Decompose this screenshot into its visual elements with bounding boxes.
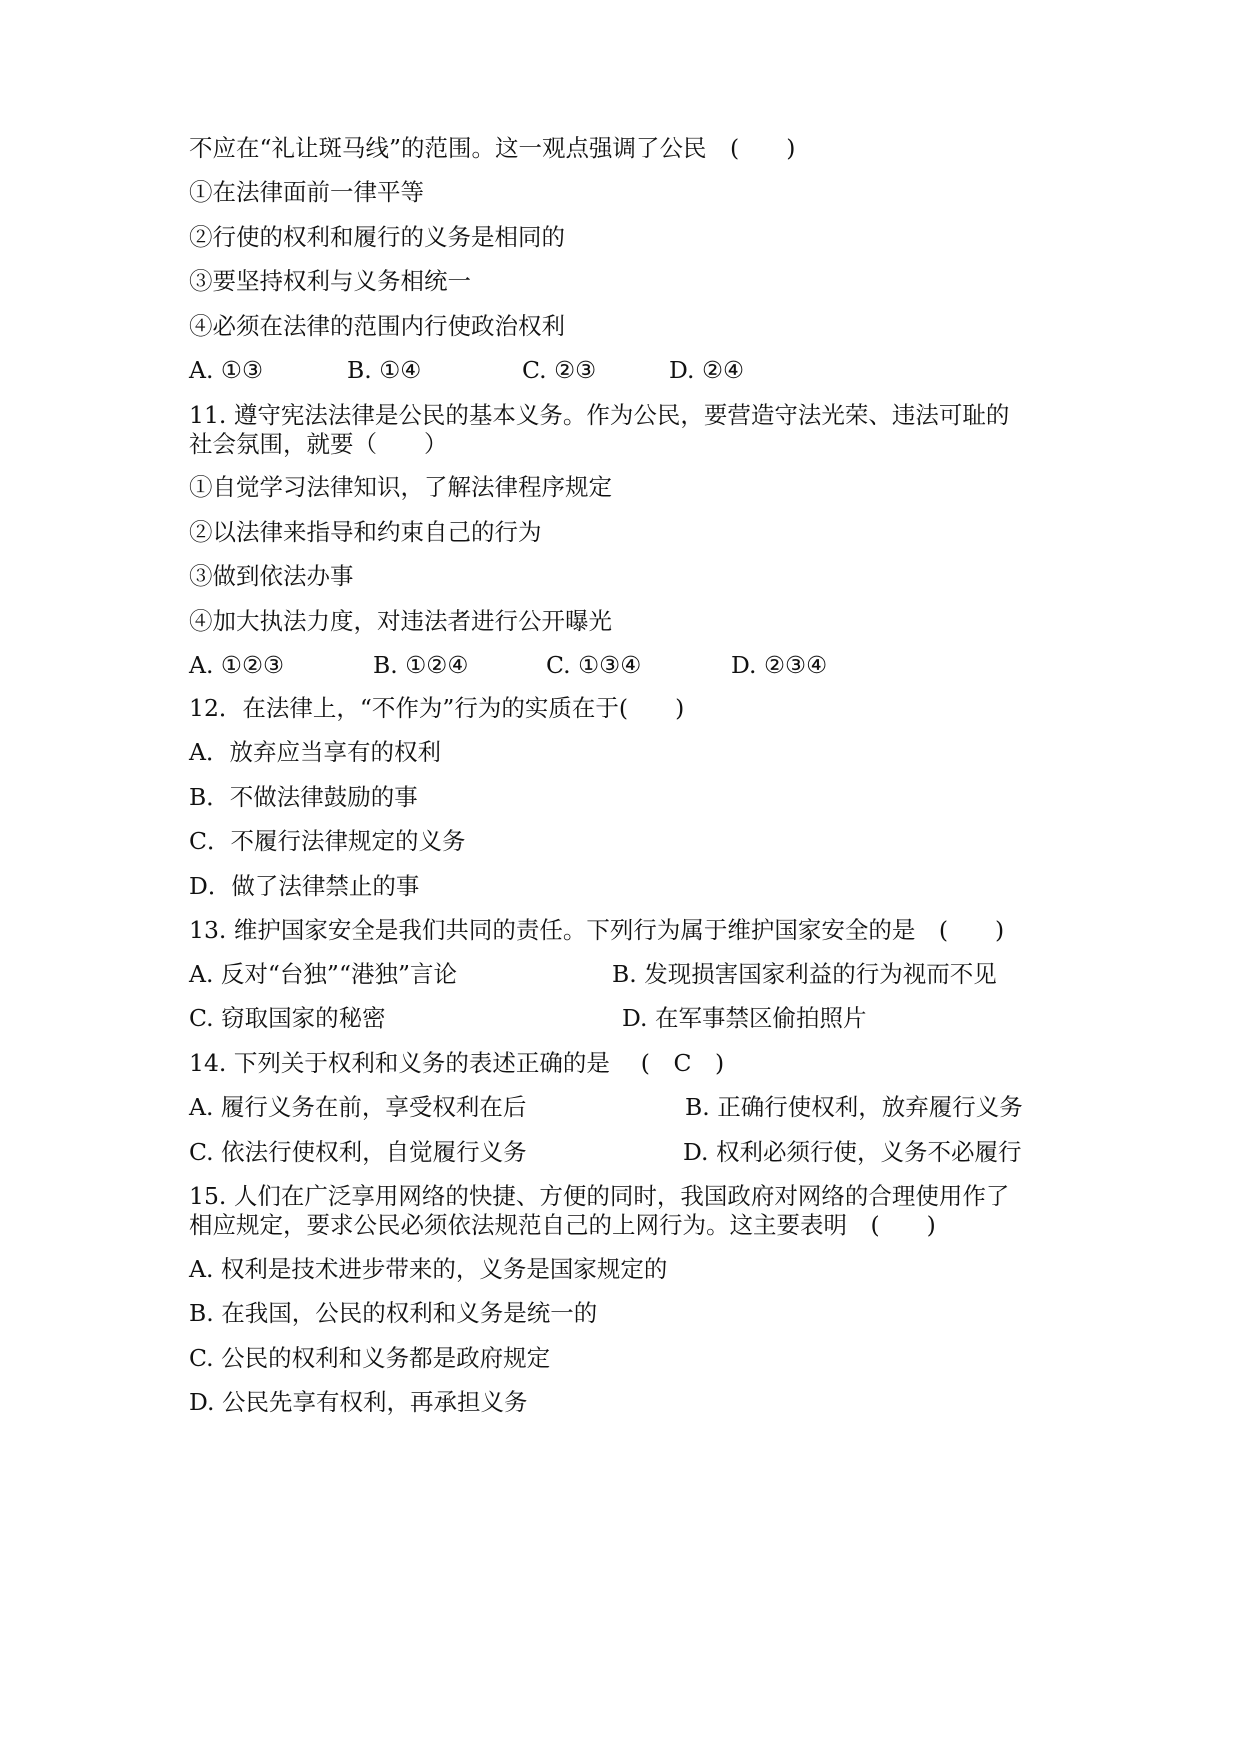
q11-statement-3: ③做到依法办事 xyxy=(189,562,354,590)
q14-option-a: A. 履行义务在前，享受权利在后 xyxy=(189,1093,527,1121)
q12-option-c: C．不履行法律规定的义务 xyxy=(189,827,466,855)
q11-option-c: C. ①③④ xyxy=(546,651,642,679)
q10-statement-4: ④必须在法律的范围内行使政治权利 xyxy=(189,312,565,340)
q11-stem-line2: 社会氛围，就要（ ） xyxy=(189,430,448,458)
q15-option-b: B. 在我国，公民的权利和义务是统一的 xyxy=(189,1299,598,1327)
q10-stem: 不应在“礼让斑马线”的范围。这一观点强调了公民 ( ) xyxy=(189,134,796,162)
q13-option-a: A. 反对“台独”“港独”言论 xyxy=(189,960,457,988)
q14-option-c: C. 依法行使权利，自觉履行义务 xyxy=(189,1138,527,1166)
q10-statement-3: ③要坚持权利与义务相统一 xyxy=(189,267,471,295)
q10-option-b: B. ①④ xyxy=(347,356,422,384)
q10-option-d: D. ②④ xyxy=(669,356,745,384)
q15-stem-line2: 相应规定，要求公民必须依法规范自己的上网行为。这主要表明 ( ) xyxy=(189,1211,936,1239)
q11-stem-line1: 11. 遵守宪法法律是公民的基本义务。作为公民，要营造守法光荣、违法可耻的 xyxy=(189,401,1010,429)
q11-option-a: A. ①②③ xyxy=(189,651,285,679)
q10-statement-1: ①在法律面前一律平等 xyxy=(189,178,424,206)
q13-option-b: B. 发现损害国家利益的行为视而不见 xyxy=(612,960,997,988)
q15-option-c: C. 公民的权利和义务都是政府规定 xyxy=(189,1344,551,1372)
q10-option-a: A. ①③ xyxy=(189,356,264,384)
q10-option-c: C. ②③ xyxy=(522,356,597,384)
q12-option-a: A．放弃应当享有的权利 xyxy=(189,738,441,766)
q13-option-d: D. 在军事禁区偷拍照片 xyxy=(622,1004,867,1032)
q12-option-b: B．不做法律鼓励的事 xyxy=(189,783,418,811)
q14-option-b: B. 正确行使权利，放弃履行义务 xyxy=(685,1093,1023,1121)
q12-stem: 12．在法律上，“不作为”行为的实质在于( ) xyxy=(189,694,685,722)
q12-option-d: D．做了法律禁止的事 xyxy=(189,872,420,900)
q14-stem: 14. 下列关于权利和义务的表述正确的是 ( C ) xyxy=(189,1049,725,1077)
q13-stem: 13. 维护国家安全是我们共同的责任。下列行为属于维护国家安全的是 ( ) xyxy=(189,916,1005,944)
q11-option-b: B. ①②④ xyxy=(373,651,469,679)
q11-statement-2: ②以法律来指导和约束自己的行为 xyxy=(189,518,542,546)
q10-statement-2: ②行使的权利和履行的义务是相同的 xyxy=(189,223,565,251)
q11-statement-1: ①自觉学习法律知识，了解法律程序规定 xyxy=(189,473,612,501)
q11-statement-4: ④加大执法力度，对违法者进行公开曝光 xyxy=(189,607,612,635)
q15-option-a: A. 权利是技术进步带来的，义务是国家规定的 xyxy=(189,1255,668,1283)
q13-option-c: C. 窃取国家的秘密 xyxy=(189,1004,386,1032)
q14-option-d: D. 权利必须行使，义务不必履行 xyxy=(683,1138,1022,1166)
q15-stem-line1: 15. 人们在广泛享用网络的快捷、方便的同时，我国政府对网络的合理使用作了 xyxy=(189,1182,1010,1210)
q11-option-d: D. ②③④ xyxy=(731,651,828,679)
q15-option-d: D. 公民先享有权利，再承担义务 xyxy=(189,1388,528,1416)
